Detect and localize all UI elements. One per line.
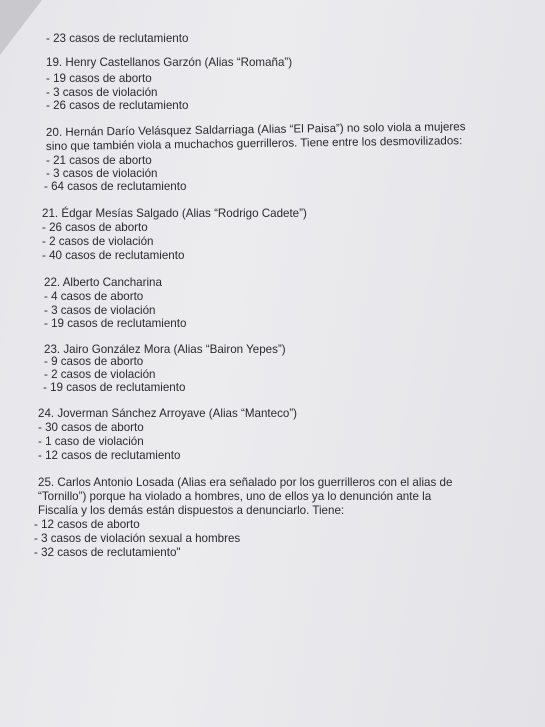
text-line: - 26 casos de reclutamiento: [46, 99, 189, 112]
text-line: - 2 casos de violación: [44, 368, 156, 381]
text-line: - 30 casos de aborto: [38, 421, 144, 434]
entry-20-heading: 20. Hernán Darío Velásquez Saldarriaga (Alias “El Paisa”) no solo viola a mujeres: [45, 120, 466, 139]
text-line: - 1 caso de violación: [38, 435, 144, 448]
text-line: - 19 casos de reclutamiento: [43, 381, 186, 394]
text-line: - 3 casos de violación: [44, 304, 156, 317]
entry-19-heading: 19. Henry Castellanos Garzón (Alias “Romaña”): [46, 56, 293, 69]
text-line: - 23 casos de reclutamiento: [46, 32, 189, 45]
text-line: - 32 casos de reclutamiento": [34, 546, 181, 559]
entry-25-heading: 25. Carlos Antonio Losada (Alias era señalado por los guerrilleros con el alias de: [38, 476, 453, 489]
text-line: - 19 casos de aborto: [46, 72, 152, 85]
entry-21-heading: 21. Édgar Mesías Salgado (Alias “Rodrigo Cadete”): [42, 207, 307, 220]
text-line: - 64 casos de reclutamiento: [44, 180, 187, 193]
text-line: - 3 casos de violación: [46, 86, 158, 99]
text-line: - 9 casos de aborto: [44, 355, 144, 368]
text-line: sino que también viola a muchachos guerrilleros. Tiene entre los desmovilizados:: [45, 134, 463, 153]
text-line: - 19 casos de reclutamiento: [44, 317, 187, 330]
text-line: - 40 casos de reclutamiento: [42, 249, 185, 262]
entry-22-heading: 22. Alberto Cancharina: [44, 276, 162, 289]
text-line: - 3 casos de violación: [46, 167, 158, 180]
entry-23-heading: 23. Jairo González Mora (Alias “Bairon Yepes”): [44, 343, 286, 356]
text-line: - 2 casos de violación: [42, 235, 154, 248]
text-line: - 4 casos de aborto: [44, 290, 144, 303]
text-line: - 21 casos de aborto: [46, 154, 152, 167]
text-line: - 3 casos de violación sexual a hombres: [34, 532, 241, 545]
text-line: Fiscalía y los demás están dispuestos a denunciarlo. Tiene:: [38, 504, 345, 517]
text-line: “Tornillo”) porque ha violado a hombres, uno de ellos ya lo denunción ante la: [38, 490, 432, 503]
text-line: - 12 casos de aborto: [34, 518, 140, 531]
text-line: - 12 casos de reclutamiento: [38, 449, 181, 462]
text-line: - 26 casos de aborto: [42, 221, 148, 234]
entry-24-heading: 24. Joverman Sánchez Arroyave (Alias “Manteco”): [38, 407, 298, 420]
